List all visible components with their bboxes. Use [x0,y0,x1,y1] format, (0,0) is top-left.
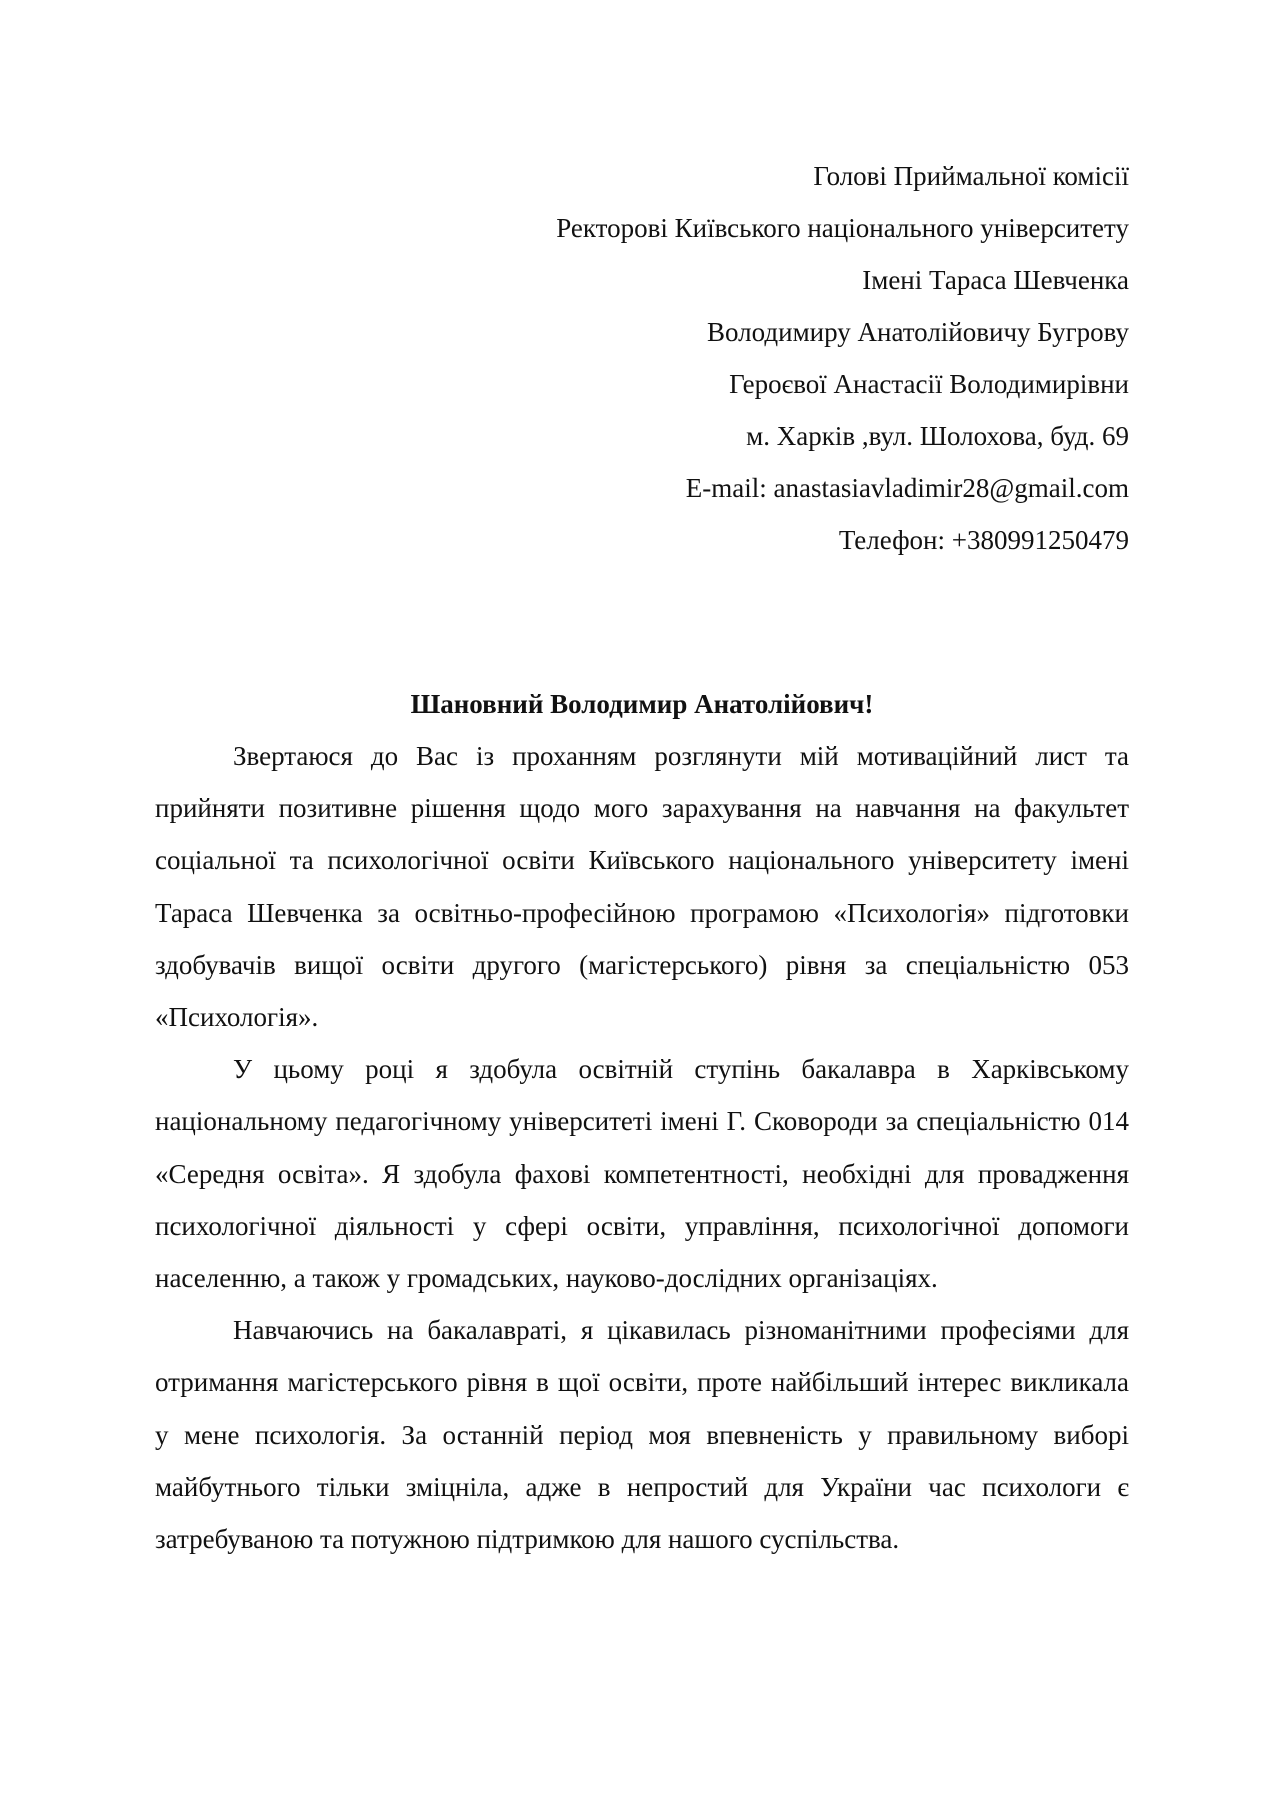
body-paragraph: У цьому році я здобула освітній ступінь бакалавра в Харківському національному педагогічному університеті імені Г. Сковороди за спеціальністю 014 «Середня освіта». Я здобула фахові компетентності, необхідні для провадження психологічної діяльності у сфері освіти, управління, психологічної допомоги населенню, а також у громадських, науково-дослідних організаціях. [155,1054,1129,1294]
addressee-line-committee-head: Голові Приймальної комісії [813,161,1129,191]
addressee-block [155,150,1129,566]
sender-phone: Телефон: +380991250479 [838,525,1129,555]
letter-salutation: Шановний Володимир Анатолійович! [410,689,874,719]
addressee-line-rector: Ректорові Київського національного університету [556,213,1129,243]
sender-name: Героєвої Анастасії Володимирівни [729,369,1129,399]
addressee-line-rector-name: Володимиру Анатолійовичу Бугрову [707,317,1129,347]
sender-email: E-mail: anastasiavladimir28@gmail.com [685,473,1129,503]
sender-address: м. Харків ,вул. Шолохова, буд. 69 [746,421,1129,451]
body-paragraph: Звертаюся до Вас із проханням розглянути мій мотиваційний лист та прийняти позитивне рішення щодо мого зарахування на навчання на факультет соціальної та психологічної освіти Київського національного університету імені Тараса Шевченка за освітньо-професійною програмою «Психологія» підготовки здобувачів вищої освіти другого (магістерського) рівня за спеціальністю 053 «Психологія». [155,741,1129,1033]
addressee-line-university-name: Імені Тараса Шевченка [862,265,1129,295]
letter-body [155,730,1129,1565]
body-paragraph: Навчаючись на бакалавраті, я цікавилась різноманітними професіями для отримання магістерського рівня в щої освіти, проте найбільший інтерес викликала у мене психологія. За останній період моя впевненість у правильному виборі майбутнього тільки зміцніла, адже в непростий для України час психологи є затребуваною та потужною підтримкою для нашого суспільства. [155,1315,1129,1555]
